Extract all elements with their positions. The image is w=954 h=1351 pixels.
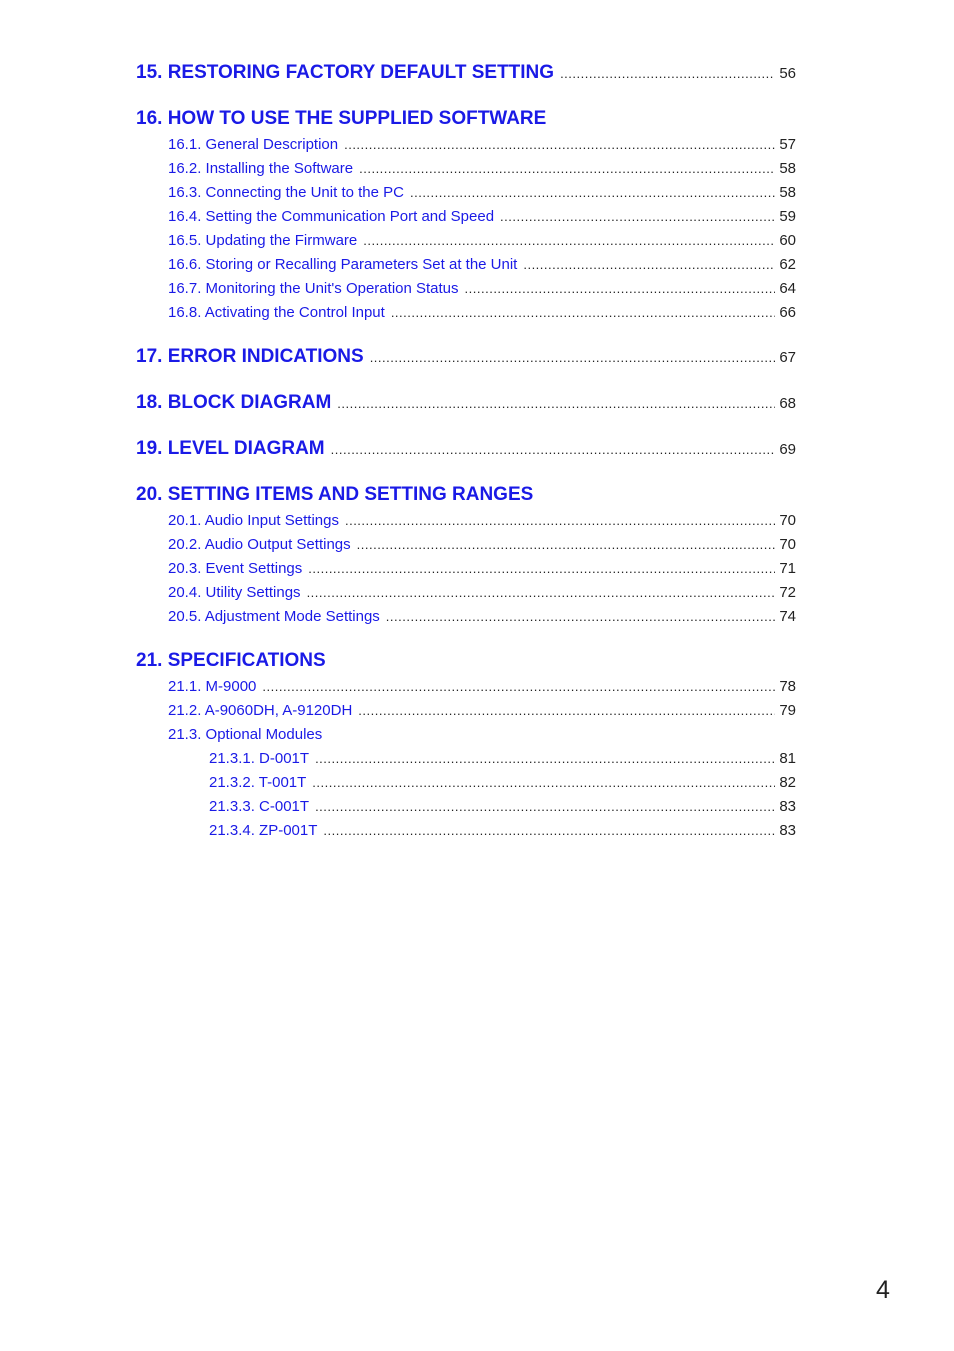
toc-subentry[interactable] (136, 584, 796, 608)
subsection-label[interactable]: 20.4. Utility Settings (168, 584, 301, 601)
page-ref: 58 (779, 160, 796, 177)
toc-subsubentry[interactable] (136, 822, 796, 846)
page-ref: 78 (779, 678, 796, 695)
toc-subentry[interactable] (136, 608, 796, 632)
toc-entry[interactable] (136, 484, 796, 512)
subsubsection-label[interactable]: 21.3.3. C-001T (209, 798, 310, 815)
subsubsection-label[interactable]: 21.3.2. T-001T (209, 774, 307, 791)
toc-subentry[interactable] (136, 184, 796, 208)
toc-section-21 (136, 650, 796, 846)
toc-section-15 (136, 62, 796, 90)
toc-section-16 (136, 108, 796, 328)
dot-leader (363, 233, 775, 248)
page-ref: 62 (779, 256, 796, 273)
toc-entry[interactable] (136, 62, 796, 90)
dot-leader (358, 703, 775, 718)
dot-leader (315, 799, 775, 814)
toc-subentry[interactable] (136, 136, 796, 160)
toc-subentry[interactable] (136, 536, 796, 560)
dot-leader (323, 823, 775, 838)
toc-subentry[interactable] (136, 304, 796, 328)
page-number: 4 (876, 1276, 890, 1304)
subsection-label[interactable]: 21.2. A-9060DH, A-9120DH (168, 702, 353, 719)
dot-leader (262, 679, 775, 694)
page-ref: 66 (779, 304, 796, 321)
section-heading[interactable]: 20. SETTING ITEMS AND SETTING RANGES (136, 484, 534, 505)
dot-leader (560, 66, 775, 81)
toc-subsubentry[interactable] (136, 750, 796, 774)
page-ref: 60 (779, 232, 796, 249)
subsection-label[interactable]: 16.5. Updating the Firmware (168, 232, 358, 249)
page-ref: 81 (779, 750, 796, 767)
subsection-label[interactable]: 21.1. M-9000 (168, 678, 257, 695)
section-heading[interactable]: 17. ERROR INDICATIONS (136, 346, 364, 367)
page-ref: 82 (779, 774, 796, 791)
subsection-label[interactable]: 16.2. Installing the Software (168, 160, 354, 177)
page-ref: 83 (779, 798, 796, 815)
subsection-label[interactable]: 20.2. Audio Output Settings (168, 536, 351, 553)
toc-entry[interactable] (136, 438, 796, 466)
subsection-label[interactable]: 20.3. Event Settings (168, 560, 303, 577)
dot-leader (307, 585, 776, 600)
subsection-label[interactable]: 16.1. General Description (168, 136, 339, 153)
toc-section-20 (136, 484, 796, 632)
subsection-label[interactable]: 16.3. Connecting the Unit to the PC (168, 184, 404, 201)
dot-leader (337, 396, 775, 411)
toc-subentry[interactable] (136, 160, 796, 184)
subsection-label[interactable]: 16.4. Setting the Communication Port and Speed (168, 208, 495, 225)
dot-leader (359, 161, 775, 176)
subsection-label[interactable]: 16.7. Monitoring the Unit's Operation Status (168, 280, 459, 297)
page-ref: 71 (779, 560, 796, 577)
table-of-contents (136, 62, 796, 864)
toc-entry[interactable] (136, 650, 796, 678)
subsubsection-label[interactable]: 21.3.1. D-001T (209, 750, 310, 767)
toc-subentry[interactable] (136, 232, 796, 256)
dot-leader (523, 257, 775, 272)
page-ref: 64 (779, 280, 796, 297)
section-heading[interactable]: 16. HOW TO USE THE SUPPLIED SOFTWARE (136, 108, 547, 129)
toc-subentry[interactable] (136, 208, 796, 232)
toc-subsubentry[interactable] (136, 798, 796, 822)
page-ref: 79 (779, 702, 796, 719)
toc-subentry[interactable] (136, 678, 796, 702)
subsection-label[interactable]: 16.6. Storing or Recalling Parameters Set at the Unit (168, 256, 518, 273)
section-heading[interactable]: 19. LEVEL DIAGRAM (136, 438, 325, 459)
page-ref: 70 (779, 512, 796, 529)
page-ref: 83 (779, 822, 796, 839)
page-ref: 69 (779, 441, 796, 458)
section-heading[interactable]: 21. SPECIFICATIONS (136, 650, 326, 671)
toc-entry[interactable] (136, 392, 796, 420)
dot-leader (344, 137, 775, 152)
dot-leader (345, 513, 775, 528)
dot-leader (386, 609, 776, 624)
dot-leader (391, 305, 776, 320)
subsection-label[interactable]: 21.3. Optional Modules (168, 726, 323, 743)
dot-leader (465, 281, 776, 296)
dot-leader (331, 442, 776, 457)
toc-entry[interactable] (136, 108, 796, 136)
toc-subentry[interactable] (136, 256, 796, 280)
subsection-label[interactable]: 20.5. Adjustment Mode Settings (168, 608, 380, 625)
dot-leader (357, 537, 776, 552)
toc-subsubentry[interactable] (136, 774, 796, 798)
dot-leader (315, 751, 775, 766)
toc-section-17 (136, 346, 796, 374)
section-heading[interactable]: 15. RESTORING FACTORY DEFAULT SETTING (136, 62, 555, 83)
dot-leader (500, 209, 775, 224)
toc-subentry[interactable] (136, 512, 796, 536)
page-ref: 72 (779, 584, 796, 601)
page-ref: 67 (779, 349, 796, 366)
subsection-label[interactable]: 20.1. Audio Input Settings (168, 512, 339, 529)
toc-subentry[interactable] (136, 560, 796, 584)
toc-entry[interactable] (136, 346, 796, 374)
page-ref: 68 (779, 395, 796, 412)
page-ref: 57 (779, 136, 796, 153)
subsubsection-label[interactable]: 21.3.4. ZP-001T (209, 822, 318, 839)
section-heading[interactable]: 18. BLOCK DIAGRAM (136, 392, 332, 413)
dot-leader (370, 350, 776, 365)
dot-leader (308, 561, 775, 576)
toc-section-19 (136, 438, 796, 466)
page-ref: 56 (779, 65, 796, 82)
page-ref: 59 (779, 208, 796, 225)
subsection-label[interactable]: 16.8. Activating the Control Input (168, 304, 385, 321)
page-ref: 58 (779, 184, 796, 201)
page-ref: 74 (779, 608, 796, 625)
toc-subentry[interactable] (136, 726, 796, 750)
dot-leader (312, 775, 775, 790)
toc-section-18 (136, 392, 796, 420)
toc-subentry[interactable] (136, 280, 796, 304)
dot-leader (410, 185, 775, 200)
page-ref: 70 (779, 536, 796, 553)
toc-subentry[interactable] (136, 702, 796, 726)
